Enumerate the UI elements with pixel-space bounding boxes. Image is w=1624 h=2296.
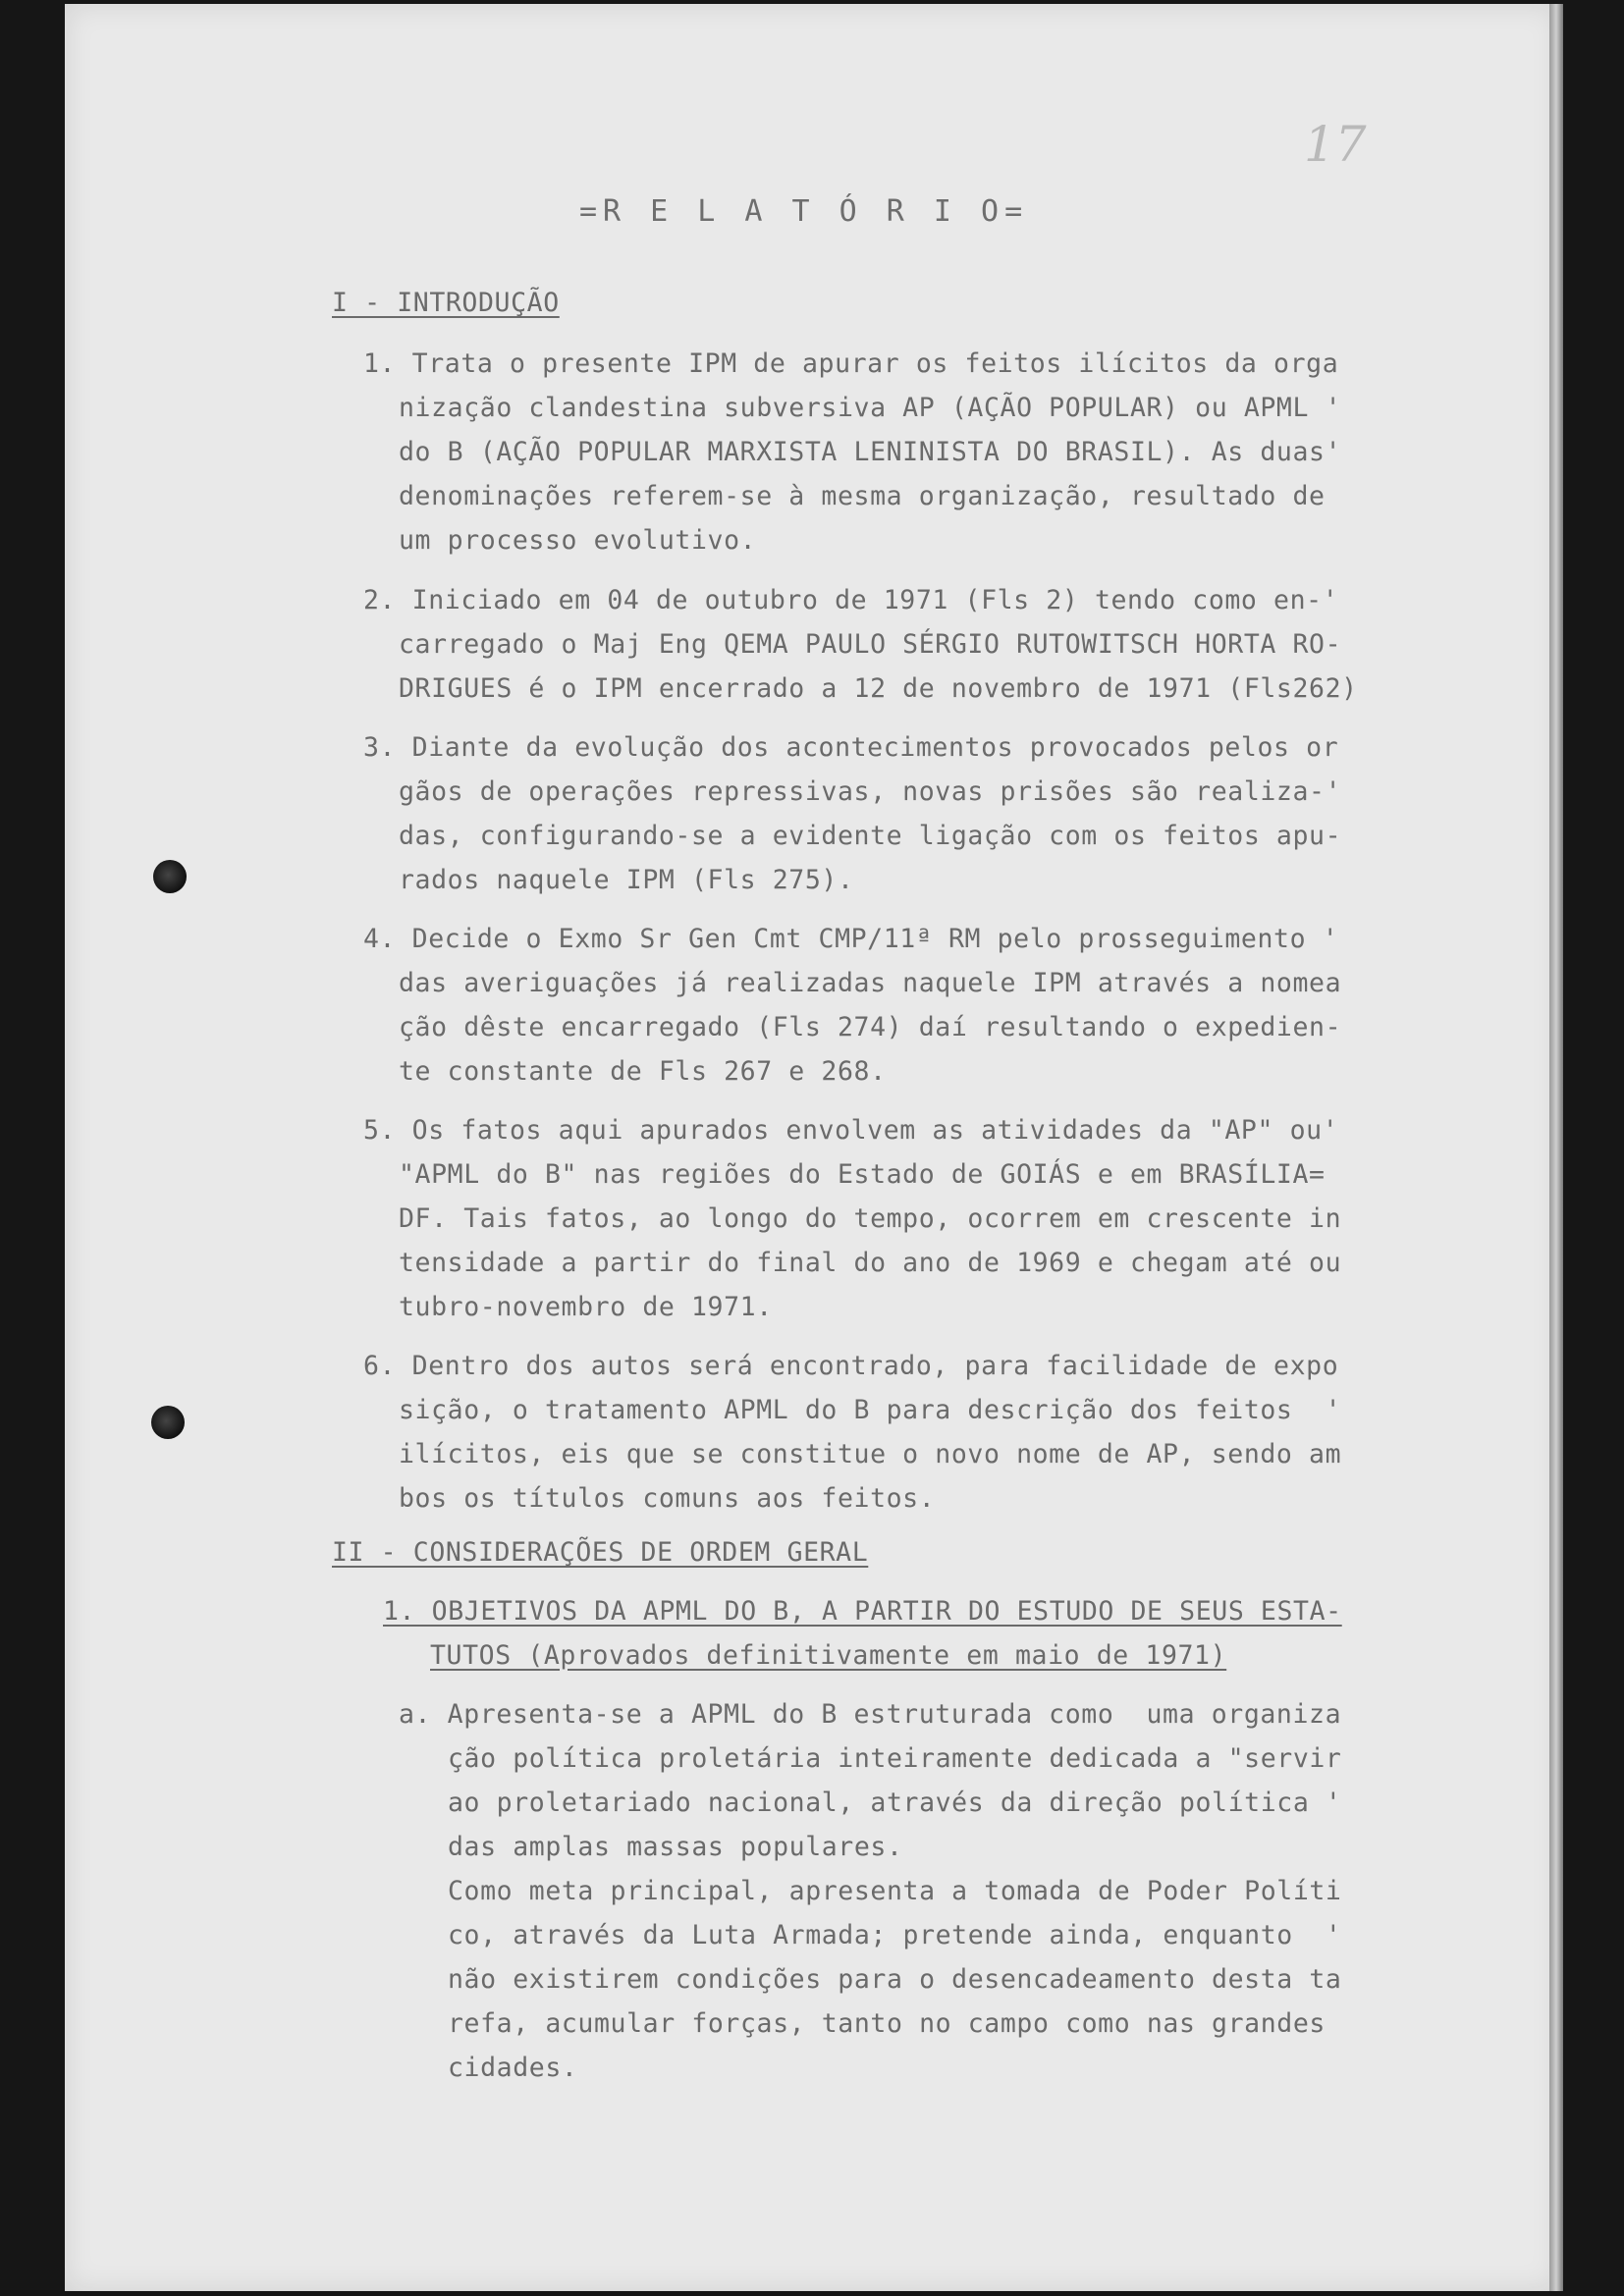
text-line: DF. Tais fatos, ao longo do tempo, ocorrem em crescente in (399, 1203, 1342, 1234)
text-line: das amplas massas populares. (448, 1832, 903, 1862)
text-line: 1. Trata o presente IPM de apurar os feitos ilícitos da orga (363, 348, 1339, 379)
text-line: ção política proletária inteiramente dedicada a "servir (448, 1743, 1342, 1774)
text-line: tensidade a partir do final do ano de 1969 e chegam até ou (399, 1248, 1342, 1278)
text-line: tubro-novembro de 1971. (399, 1292, 773, 1322)
text-line: 5. Os fatos aqui apurados envolvem as atividades da "AP" ou' (363, 1115, 1339, 1146)
text-line: co, através da Luta Armada; pretende ainda, enquanto ' (448, 1920, 1342, 1950)
text-line: te constante de Fls 267 e 268. (399, 1056, 887, 1087)
text-line: ção dêste encarregado (Fls 274) daí resultando o expedien- (399, 1012, 1342, 1042)
text-line: sição, o tratamento APML do B para descrição dos feitos ' (399, 1395, 1342, 1425)
text-line: I - INTRODUÇÃO (332, 288, 560, 318)
text-line: refa, acumular forças, tanto no campo como nas grandes (448, 2008, 1326, 2039)
text-line: do B (AÇÃO POPULAR MARXISTA LENINISTA DO BRASIL). As duas' (399, 437, 1342, 467)
text-line: 4. Decide o Exmo Sr Gen Cmt CMP/11ª RM pelo prosseguimento ' (363, 924, 1339, 954)
text-line: não existirem condições para o desencadeamento desta ta (448, 1964, 1342, 1995)
text-line: carregado o Maj Eng QEMA PAULO SÉRGIO RUTOWITSCH HORTA RO- (399, 629, 1342, 660)
text-line: Como meta principal, apresenta a tomada de Poder Políti (448, 1876, 1342, 1906)
text-line: a. Apresenta-se a APML do B estruturada como uma organiza (399, 1699, 1342, 1730)
text-line: 6. Dentro dos autos será encontrado, para facilidade de expo (363, 1351, 1339, 1381)
text-line: TUTOS (Aprovados definitivamente em maio de 1971) (430, 1640, 1227, 1671)
text-line: das, configurando-se a evidente ligação com os feitos apu- (399, 821, 1342, 851)
text-line: "APML do B" nas regiões do Estado de GOIÁS e em BRASÍLIA= (399, 1159, 1326, 1190)
text-line: nização clandestina subversiva AP (AÇÃO POPULAR) ou APML ' (399, 393, 1342, 423)
document-title: =R E L A T Ó R I O= (579, 194, 1029, 229)
text-line: rados naquele IPM (Fls 275). (399, 865, 854, 895)
text-line: II - CONSIDERAÇÕES DE ORDEM GERAL (332, 1537, 869, 1568)
handwritten-folio-number: 17 (1304, 116, 1367, 173)
text-line: denominações referem-se à mesma organização, resultado de (399, 481, 1326, 511)
text-line: ilícitos, eis que se constitue o novo nome de AP, sendo am (399, 1439, 1342, 1469)
text-line: ao proletariado nacional, através da direção política ' (448, 1788, 1342, 1818)
text-line: um processo evolutivo. (399, 525, 757, 556)
text-line: das averiguações já realizadas naquele IPM através a nomea (399, 968, 1342, 998)
text-line: 3. Diante da evolução dos acontecimentos provocados pelos or (363, 732, 1339, 763)
text-line: gãos de operações repressivas, novas prisões são realiza-' (399, 776, 1342, 807)
text-line: cidades. (448, 2053, 578, 2083)
text-line: 1. OBJETIVOS DA APML DO B, A PARTIR DO ESTUDO DE SEUS ESTA- (383, 1596, 1342, 1627)
text-line: bos os títulos comuns aos feitos. (399, 1483, 936, 1514)
text-line: DRIGUES é o IPM encerrado a 12 de novembro de 1971 (Fls262) (399, 673, 1358, 704)
text-line: 2. Iniciado em 04 de outubro de 1971 (Fls 2) tendo como en-' (363, 585, 1339, 615)
